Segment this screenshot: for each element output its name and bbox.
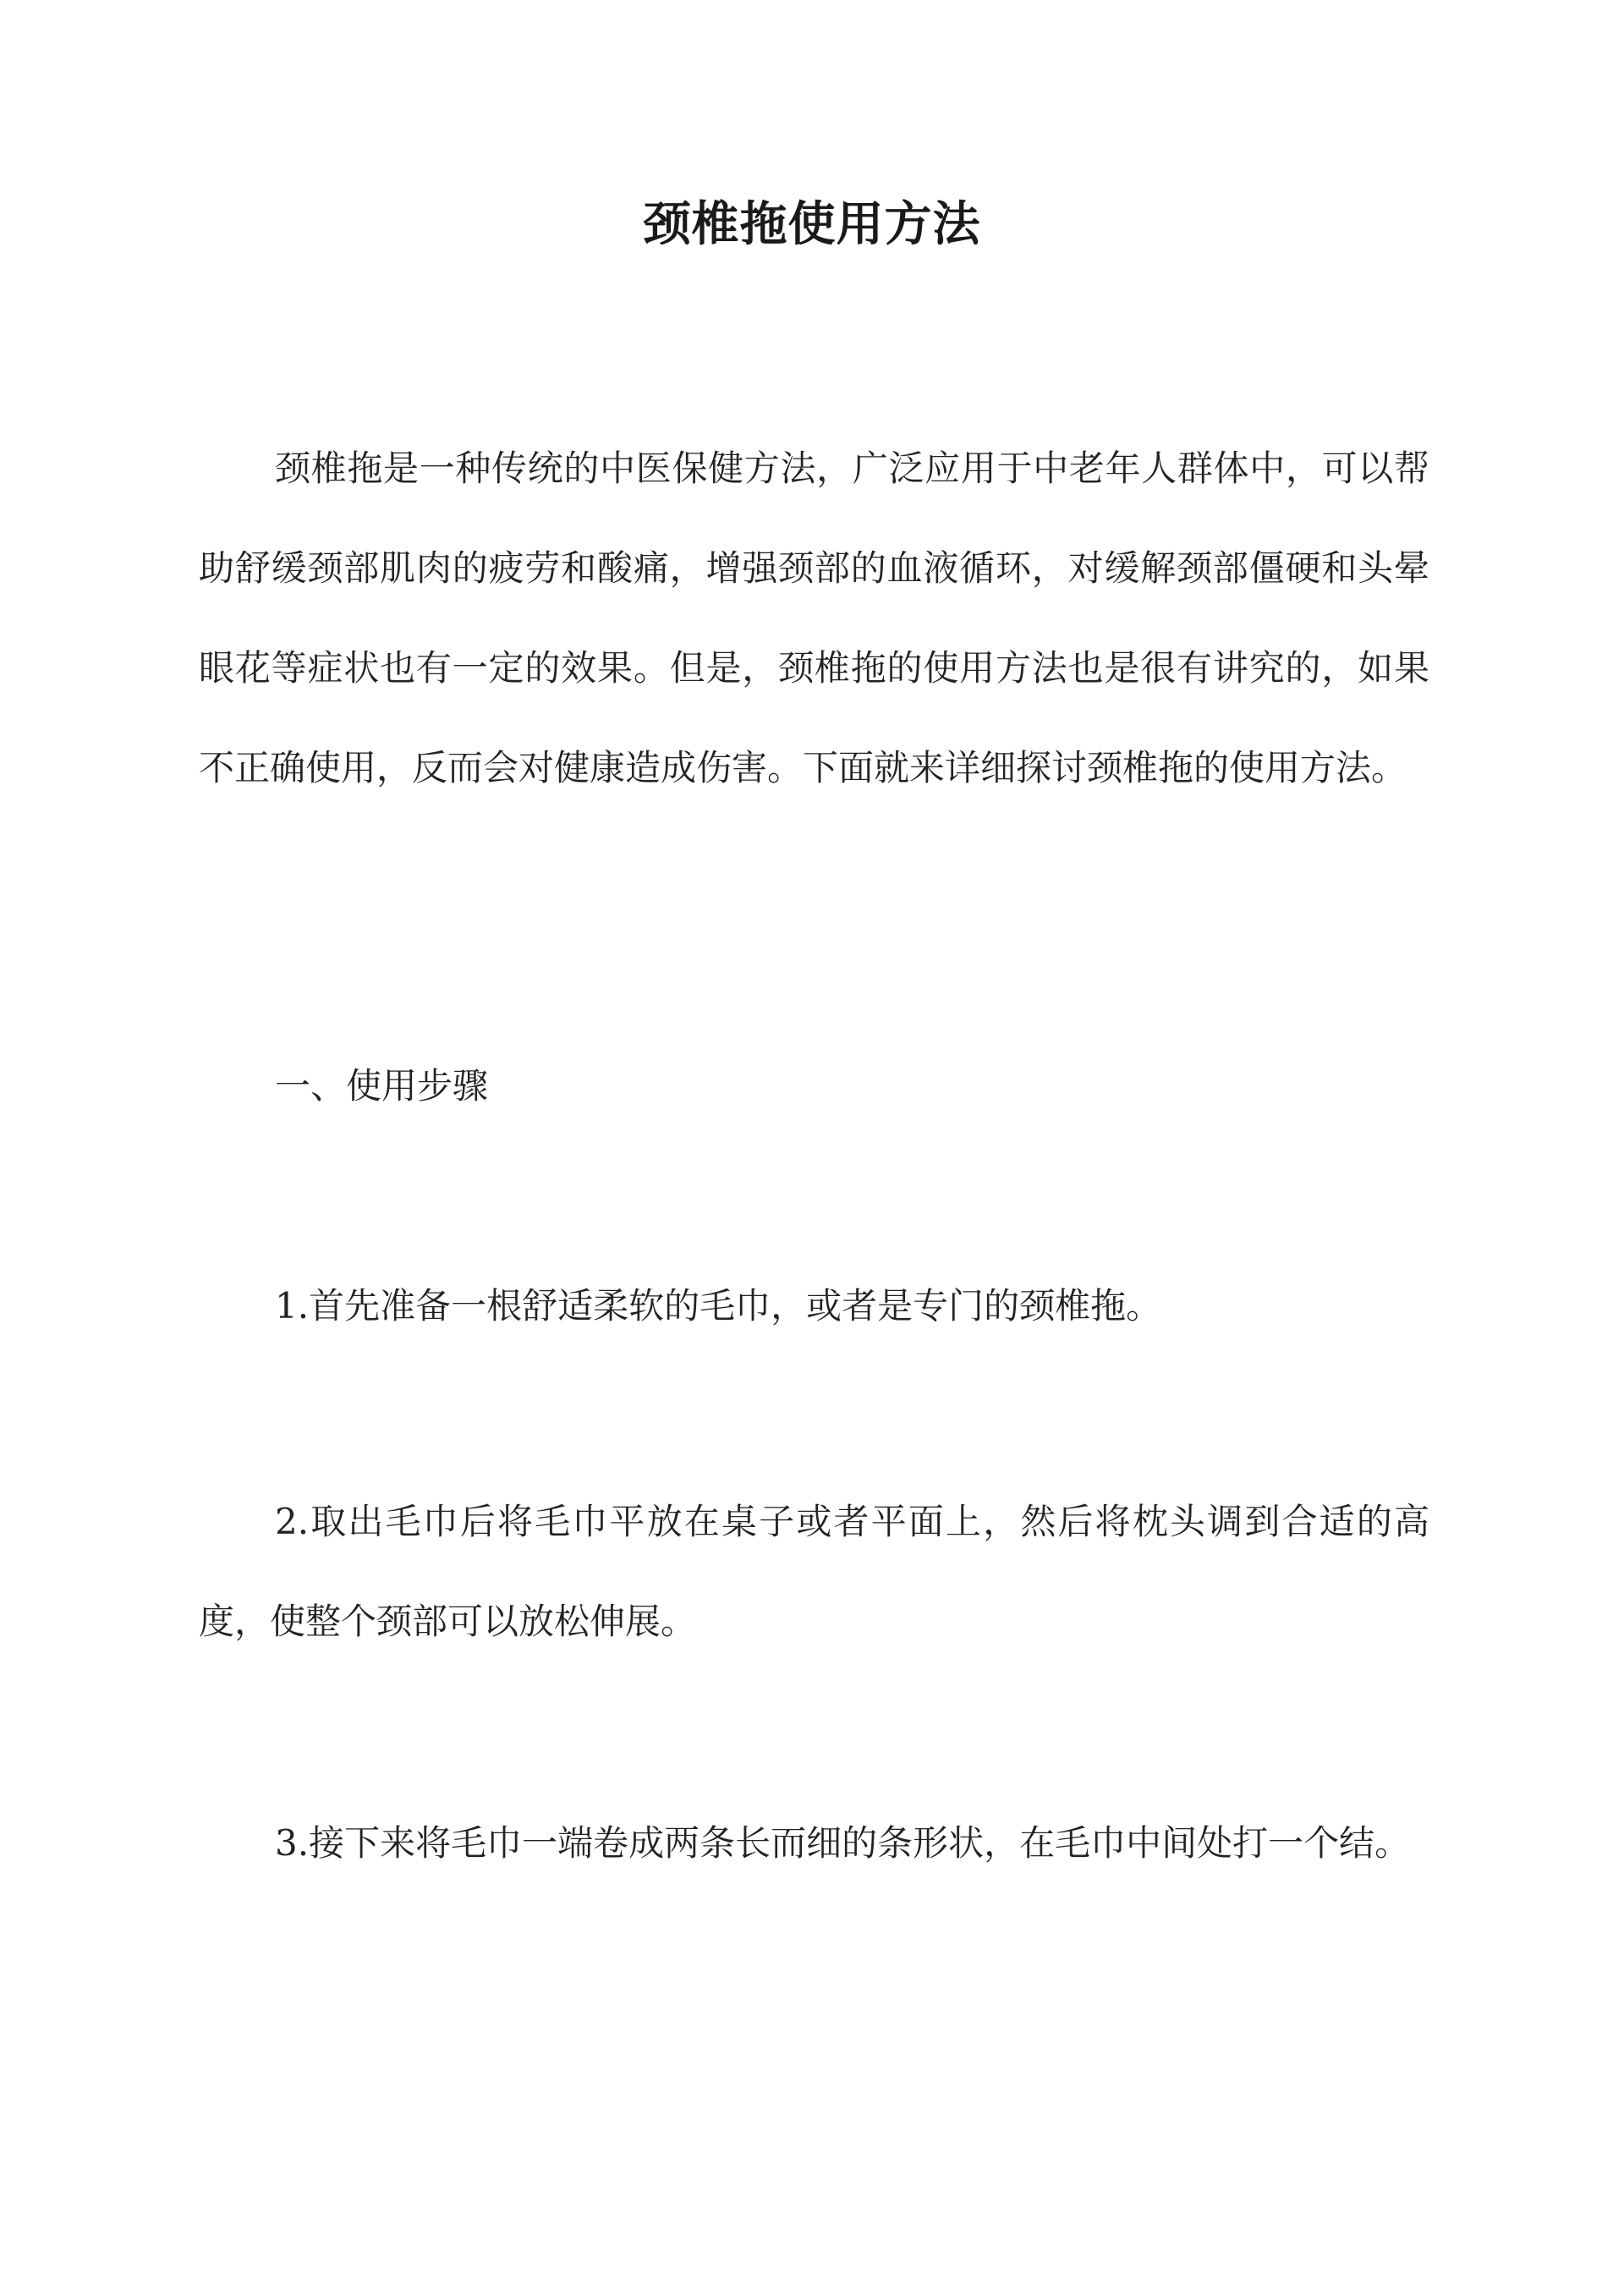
document-title: 颈椎拖使用方法 (643, 196, 981, 252)
step-item: 3.接下来将毛巾一端卷成两条长而细的条形状，在毛巾中间处打一个结。 (275, 1822, 1411, 1864)
section-heading: 一、使用步骤 (275, 1065, 489, 1107)
intro-paragraph: 颈椎拖是一种传统的中医保健方法，广泛应用于中老年人群体中，可以帮助舒缓颈部肌肉的疲劳和酸痛，增强颈部的血液循环，对缓解颈部僵硬和头晕眼花等症状也有一定的效果。但是，颈椎拖的使用方法也是很有讲究的，如果不正确使用，反而会对健康造成伤害。下面就来详细探讨颈椎拖的使用方法。 (199, 448, 1429, 788)
step-item: 2.取出毛巾后将毛巾平放在桌子或者平面上，然后将枕头调到合适的高度，使整个颈部可以放松伸展。 (199, 1501, 1429, 1642)
step-item: 1.首先准备一根舒适柔软的毛巾，或者是专门的颈椎拖。 (275, 1285, 1162, 1327)
